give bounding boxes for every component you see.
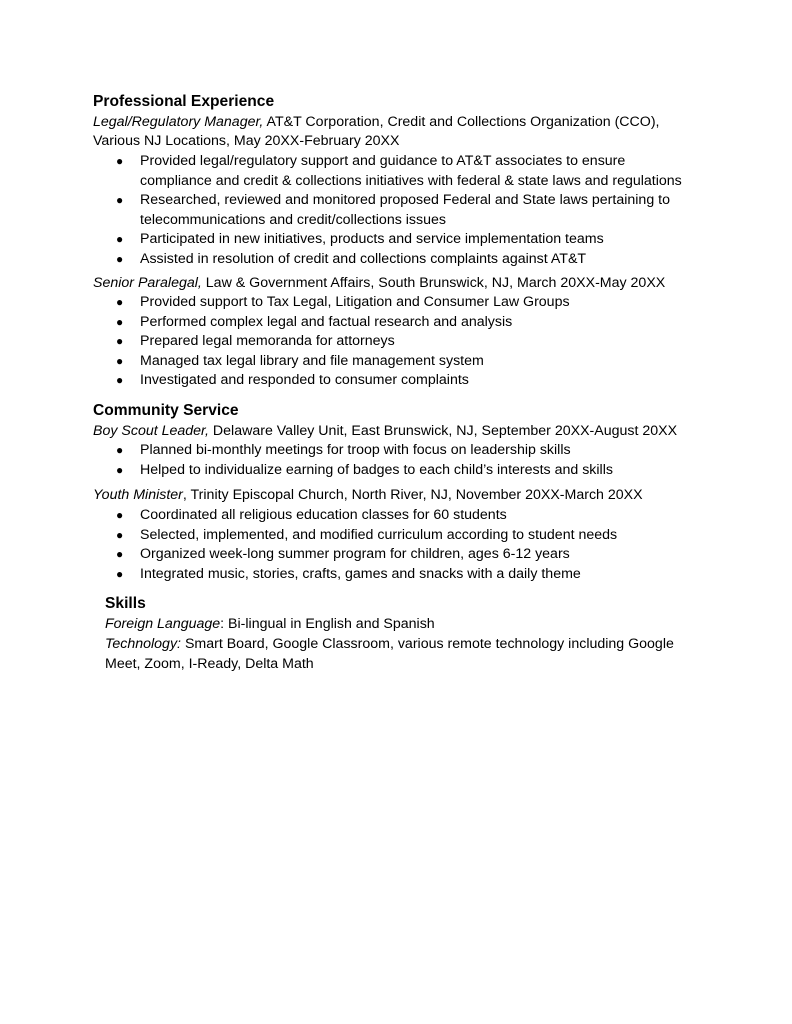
skills-language-label: Foreign Language [105, 616, 221, 632]
bullet-icon: ● [116, 353, 124, 368]
skills-language-value: : Bi-lingual in English and Spanish [220, 616, 435, 632]
list-item: ● Integrated music, stories, crafts, games and snacks with a daily theme [93, 565, 693, 585]
role-1-line-1 [93, 422, 677, 442]
skills-technology [105, 635, 695, 674]
role-2-line-1 [93, 486, 643, 506]
list-item: ● Assisted in resolution of credit and collections complaints against AT&T [93, 250, 693, 270]
job-2-line-1 [93, 274, 665, 294]
job-2-title: Senior Paralegal, [93, 275, 202, 291]
bullet-icon: ● [116, 508, 124, 522]
list-item: ● Coordinated all religious education classes for 60 students [93, 506, 693, 526]
list-item: ● Organized week-long summer program for children, ages 6-12 years [93, 545, 693, 565]
role-1-bullets [93, 441, 693, 480]
experience-heading: Professional Experience [93, 93, 275, 110]
list-item: ● Helped to individualize earning of badges to each child’s interests and skills [93, 461, 693, 481]
skills-technology-label: Technology: [105, 636, 181, 652]
job-1-line-2: Various NJ Locations, May 20XX-February 20XX [93, 133, 400, 149]
skills-technology-value: Smart Board, Google Classroom, various remote technology including Google Meet, Zoom, I-Ready, Delta Math [105, 636, 674, 672]
job-2-bullets [93, 293, 693, 391]
bullet-icon: ● [116, 232, 124, 246]
bullet-icon: ● [116, 462, 124, 477]
list-item: ● Provided legal/regulatory support and guidance to AT&T associates to ensure compliance and credit & collections initiatives with federal & state laws and regulations [116, 153, 682, 189]
bullet-icon: ● [116, 295, 124, 309]
job-1-bullets [93, 152, 693, 269]
bullet-icon: ● [116, 251, 124, 266]
bullet-icon: ● [116, 566, 124, 581]
bullet-icon: ● [116, 373, 124, 387]
list-item: ● Researched, reviewed and monitored proposed Federal and State laws pertaining to telecommunications and credit/collections issues [116, 192, 670, 228]
role-1-org: Delaware Valley Unit, East Brunswick, NJ, September 20XX-August 20XX [212, 423, 678, 439]
role-2-title: Youth Minister [93, 487, 183, 503]
bullet-icon: ● [116, 193, 124, 207]
role-1-title: Boy Scout Leader, [93, 423, 209, 439]
role-2-org: , Trinity Episcopal Church, North River, NJ, November 20XX-March 20XX [182, 487, 643, 503]
bullet-icon: ● [116, 443, 124, 457]
community-heading: Community Service [93, 402, 239, 419]
role-2-bullets [93, 506, 693, 584]
bullet-icon: ● [116, 527, 124, 542]
job-1-org: AT&T Corporation, Credit and Collections Organization (CCO), [266, 114, 660, 130]
list-item: ● Managed tax legal library and file management system [93, 352, 693, 372]
bullet-icon: ● [116, 334, 124, 348]
bullet-icon: ● [116, 314, 124, 329]
job-1-title: Legal/Regulatory Manager, [93, 114, 264, 130]
job-2-org: Law & Government Affairs, South Brunswick, NJ, March 20XX-May 20XX [205, 275, 666, 291]
job-1-line-1 [93, 113, 660, 133]
list-item: ● Selected, implemented, and modified curriculum according to student needs [93, 526, 693, 546]
list-item: ● Planned bi-monthly meetings for troop with focus on leadership skills [93, 441, 693, 461]
list-item: ● Investigated and responded to consumer complaints [93, 371, 693, 391]
list-item: ● Participated in new initiatives, products and service implementation teams [93, 230, 693, 250]
list-item: ● Performed complex legal and factual research and analysis [93, 313, 693, 333]
skills-heading: Skills [105, 595, 146, 612]
bullet-icon: ● [116, 154, 124, 168]
skills-language [105, 615, 695, 635]
list-item: ● Provided support to Tax Legal, Litigation and Consumer Law Groups [93, 293, 693, 313]
bullet-icon: ● [116, 547, 124, 561]
list-item: ● Prepared legal memoranda for attorneys [93, 332, 693, 352]
